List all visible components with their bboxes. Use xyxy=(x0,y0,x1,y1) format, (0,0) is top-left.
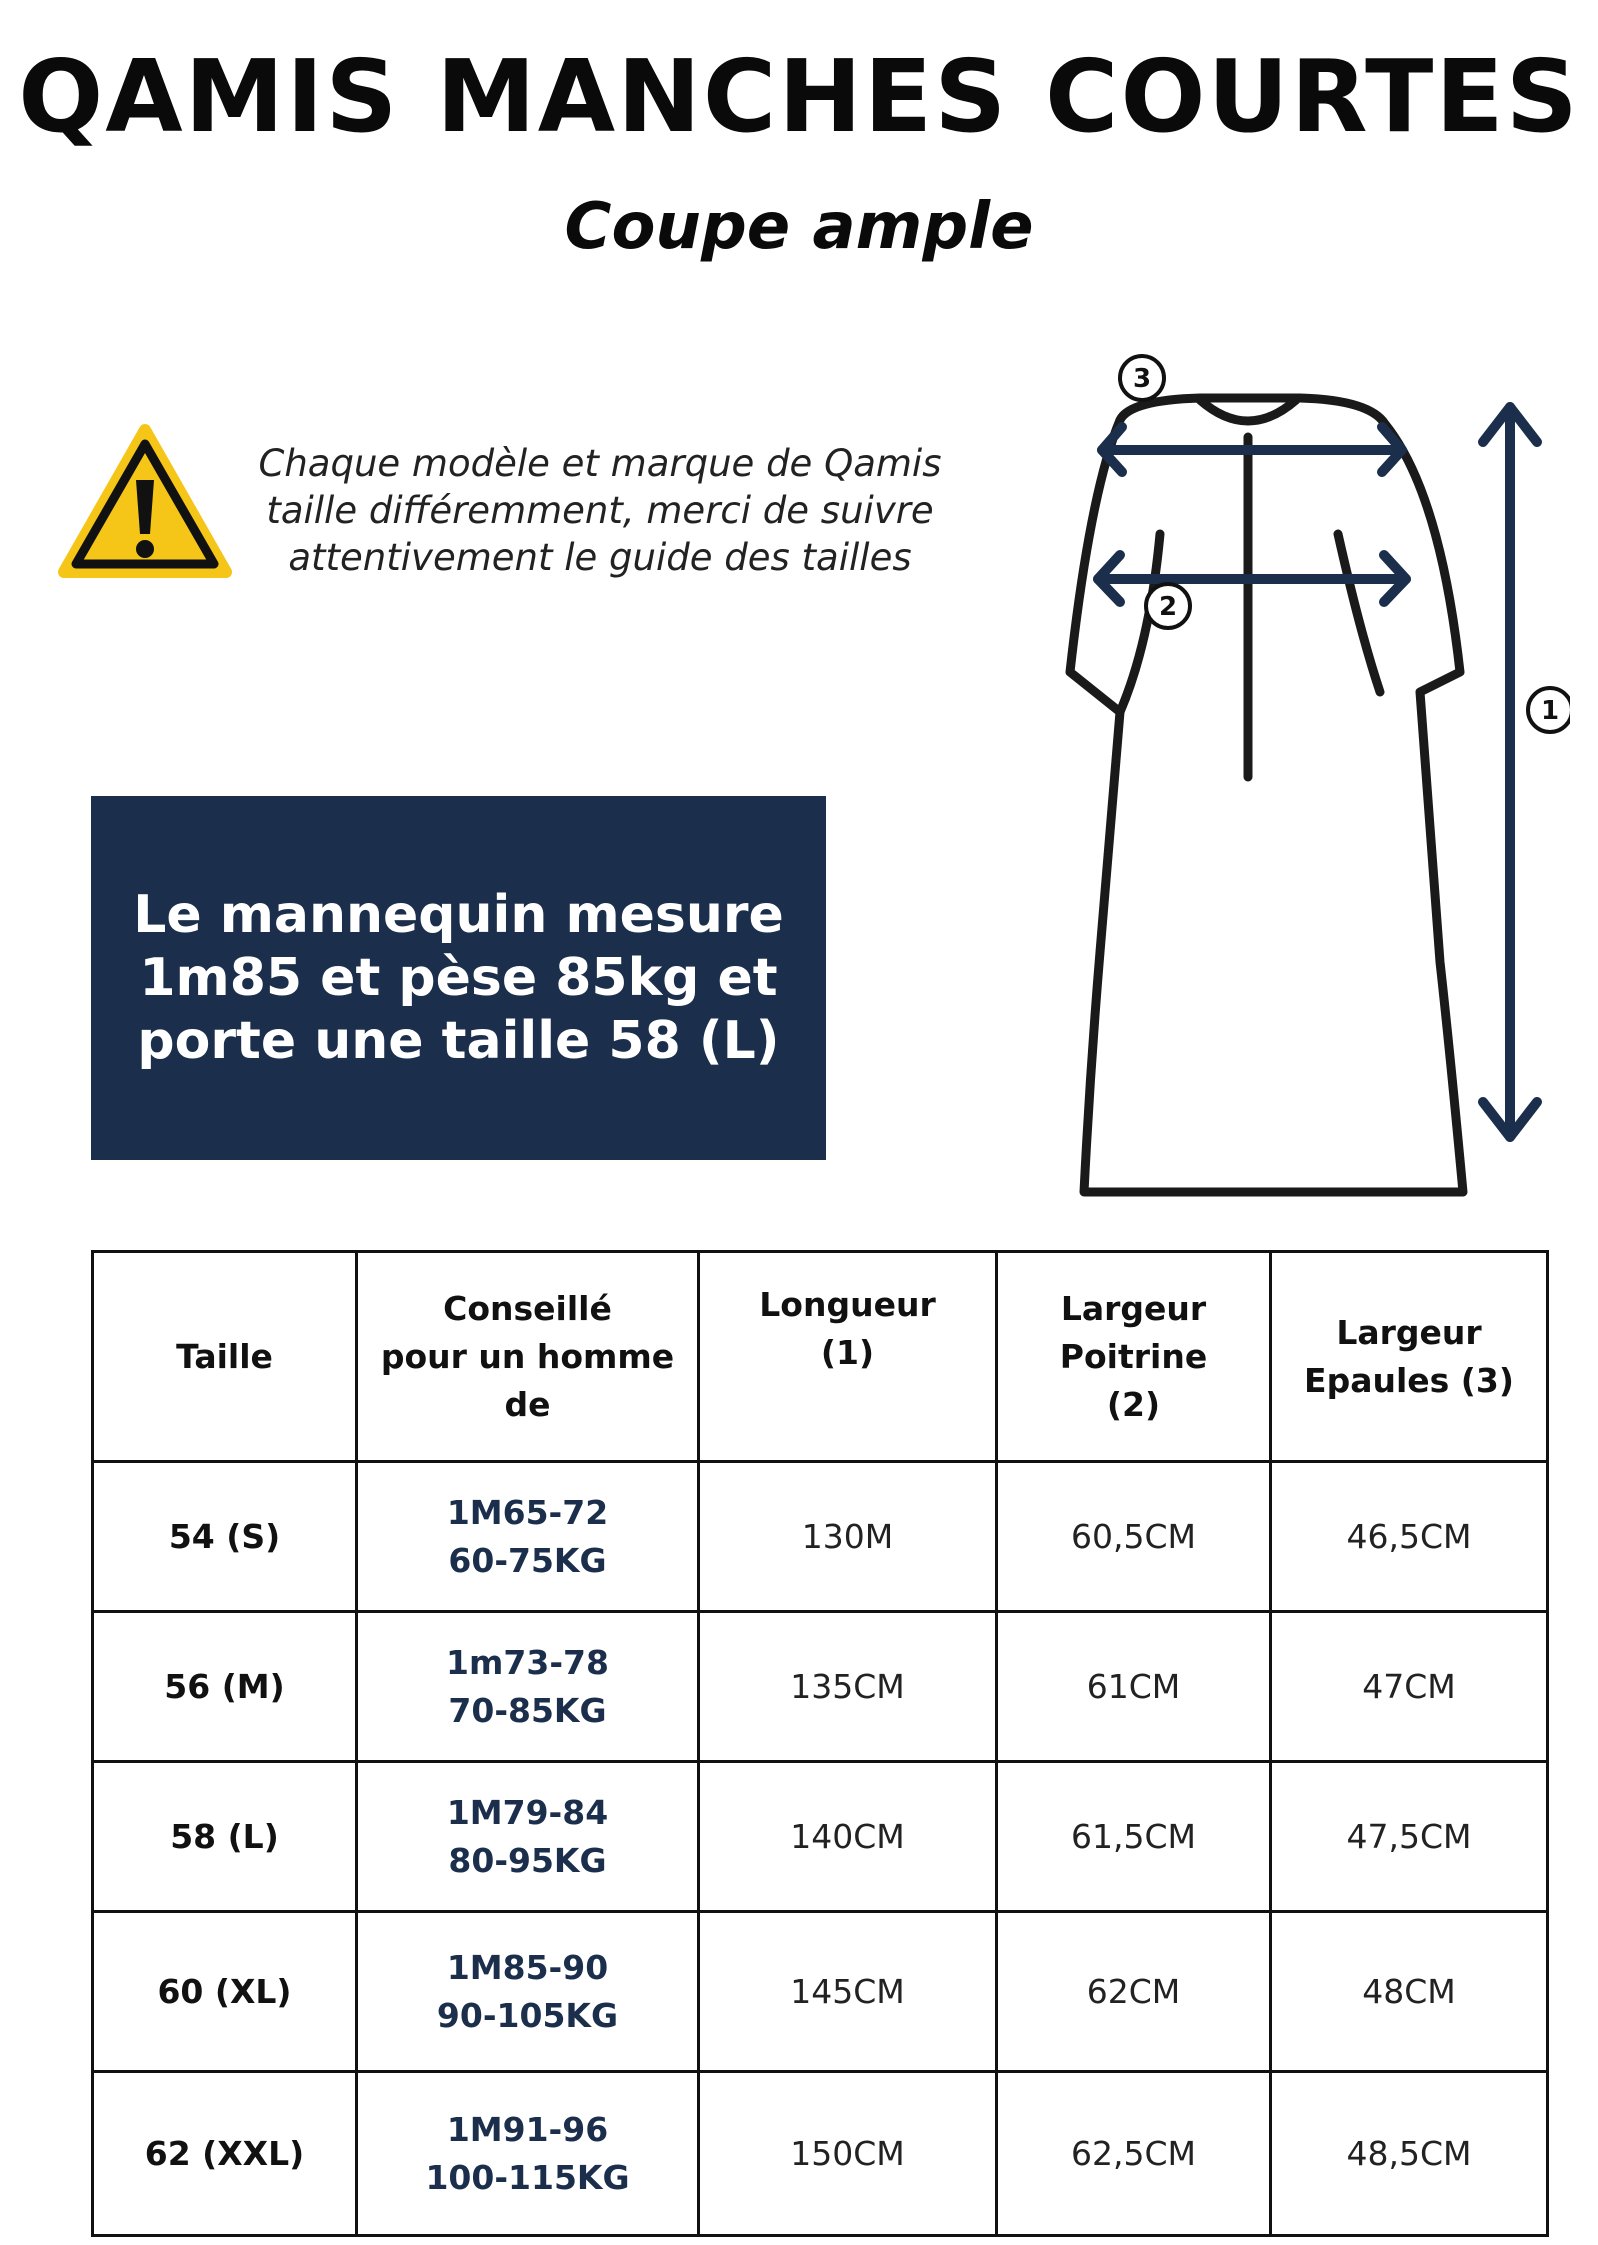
marker-2 xyxy=(1146,584,1190,628)
marker-3 xyxy=(1120,356,1164,400)
table-row xyxy=(93,2072,1548,2236)
cell-shoulder-width: 48CM xyxy=(1271,1912,1548,2072)
cell-shoulder-width: 47,5CM xyxy=(1271,1762,1548,1912)
model-info-line: 1m85 et pèse 85kg et xyxy=(139,947,778,1008)
cell-recommended: 1M79-84 80-95KG xyxy=(357,1762,699,1912)
table-row xyxy=(93,1912,1548,2072)
warning-triangle-icon xyxy=(56,422,234,582)
cell-shoulder-width: 47CM xyxy=(1271,1612,1548,1762)
cell-shoulder-width: 48,5CM xyxy=(1271,2072,1548,2236)
garment-collar xyxy=(1200,400,1296,421)
table-row xyxy=(93,1612,1548,1762)
model-info-line: porte une taille 58 (L) xyxy=(137,1010,780,1071)
cell-size: 62 (XXL) xyxy=(93,2072,357,2236)
cell-chest-width: 61CM xyxy=(997,1612,1271,1762)
cell-chest-width: 62,5CM xyxy=(997,2072,1271,2236)
page-subtitle: Coupe ample xyxy=(564,190,1034,264)
cell-length: 145CM xyxy=(699,1912,997,2072)
cell-recommended: 1M85-90 90-105KG xyxy=(357,1912,699,2072)
header-length: Longueur (1) xyxy=(699,1252,997,1462)
header-chest-width: Largeur Poitrine (2) xyxy=(997,1252,1271,1462)
model-info-box xyxy=(91,796,826,1160)
cell-recommended: 1M65-72 60-75KG xyxy=(357,1462,699,1612)
cell-size: 56 (M) xyxy=(93,1612,357,1762)
notice-line: attentivement le guide des tailles xyxy=(288,536,912,579)
marker-1 xyxy=(1528,688,1570,732)
garment-right-pocket-line xyxy=(1338,534,1380,692)
cell-length: 140CM xyxy=(699,1762,997,1912)
cell-size: 58 (L) xyxy=(93,1762,357,1912)
qamis-garment-outline-icon xyxy=(1040,352,1570,1202)
header-shoulder-width: Largeur Epaules (3) xyxy=(1271,1252,1548,1462)
garment-body-outline xyxy=(1070,398,1463,1192)
header-size: Taille xyxy=(93,1252,357,1462)
sizing-notice xyxy=(250,440,950,581)
cell-size: 54 (S) xyxy=(93,1462,357,1612)
cell-length: 135CM xyxy=(699,1612,997,1762)
cell-length: 150CM xyxy=(699,2072,997,2236)
cell-chest-width: 60,5CM xyxy=(997,1462,1271,1612)
marker-3-label: 3 xyxy=(1132,364,1152,394)
marker-2-label: 2 xyxy=(1158,592,1178,622)
cell-recommended: 1M91-96 100-115KG xyxy=(357,2072,699,2236)
table-row xyxy=(93,1762,1548,1912)
cell-chest-width: 61,5CM xyxy=(997,1762,1271,1912)
marker-1-label: 1 xyxy=(1540,696,1560,726)
cell-length: 130M xyxy=(699,1462,997,1612)
cell-size: 60 (XL) xyxy=(93,1912,357,2072)
cell-chest-width: 62CM xyxy=(997,1912,1271,2072)
table-header-row xyxy=(93,1252,1548,1462)
cell-shoulder-width: 46,5CM xyxy=(1271,1462,1548,1612)
page-title: QAMIS MANCHES COURTES xyxy=(18,38,1580,155)
notice-line: taille différemment, merci de suivre xyxy=(266,489,934,532)
table-row xyxy=(93,1462,1548,1612)
size-chart-table xyxy=(91,1250,1549,2237)
model-info-line: Le mannequin mesure xyxy=(133,884,784,945)
notice-line: Chaque modèle et marque de Qamis xyxy=(258,442,942,485)
header-recommended: Conseillé pour un homme de xyxy=(357,1252,699,1462)
cell-recommended: 1m73-78 70-85KG xyxy=(357,1612,699,1762)
